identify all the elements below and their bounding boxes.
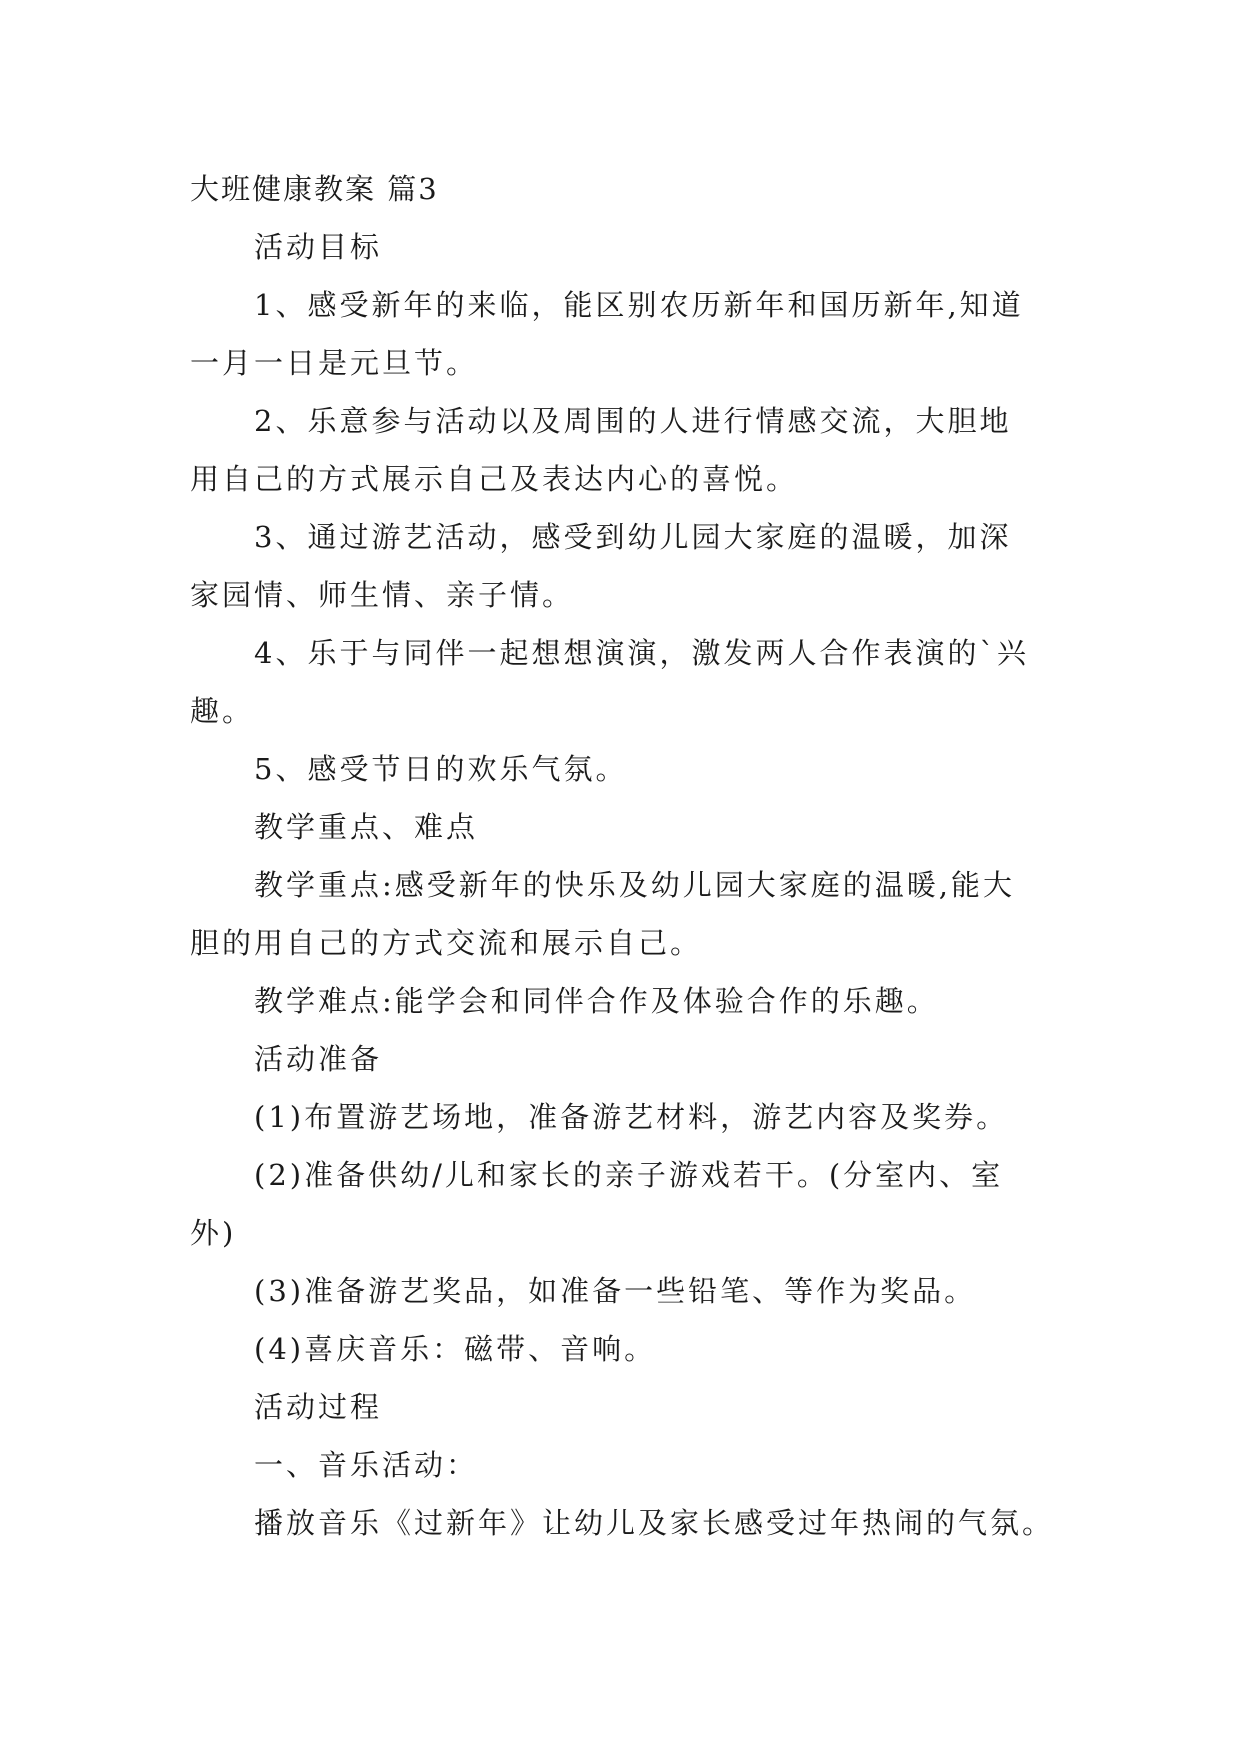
prep-2-line-2: 外) — [190, 1216, 237, 1250]
prep-3: (3)准备游艺奖品，如准备一些铅笔、等作为奖品。 — [254, 1274, 977, 1308]
goal-3-line-2: 家园情、师生情、亲子情。 — [190, 578, 575, 612]
goal-2-line-1: 2、乐意参与活动以及周围的人进行情感交流，大胆地 — [254, 404, 1012, 438]
prep-2-line-1: (2)准备供幼/儿和家长的亲子游戏若干。(分室内、室 — [254, 1158, 1004, 1192]
difficulty-point: 教学难点:能学会和同伴合作及体验合作的乐趣。 — [254, 984, 939, 1018]
process-step-1-text: 播放音乐《过新年》让幼儿及家长感受过年热闹的气氛。 — [254, 1506, 1055, 1540]
document-body — [190, 160, 1055, 1552]
heading-activity-preparation: 活动准备 — [254, 1042, 383, 1076]
key-point-line-1: 教学重点:感受新年的快乐及幼儿园大家庭的温暖,能大 — [254, 868, 1015, 902]
prep-1: (1)布置游艺场地，准备游艺材料，游艺内容及奖券。 — [254, 1100, 1009, 1134]
goal-3-line-1: 3、通过游艺活动，感受到幼儿园大家庭的温暖，加深 — [254, 520, 1012, 554]
heading-activity-goals: 活动目标 — [254, 230, 383, 264]
key-point-line-2: 胆的用自己的方式交流和展示自己。 — [190, 926, 703, 960]
goal-4-line-1: 4、乐于与同伴一起想想演演，激发两人合作表演的`兴 — [254, 636, 1029, 670]
goal-2-line-2: 用自己的方式展示自己及表达内心的喜悦。 — [190, 462, 799, 496]
goal-1-line-2: 一月一日是元旦节。 — [190, 346, 479, 380]
process-step-1-heading: 一、音乐活动： — [254, 1448, 479, 1482]
goal-5: 5、感受节日的欢乐气氛。 — [254, 752, 628, 786]
document-title: 大班健康教案 篇3 — [190, 172, 439, 206]
heading-key-points: 教学重点、难点 — [254, 810, 479, 844]
heading-activity-process: 活动过程 — [254, 1390, 383, 1424]
goal-1-line-1: 1、感受新年的来临，能区别农历新年和国历新年,知道 — [254, 288, 1024, 322]
prep-4: (4)喜庆音乐：磁带、音响。 — [254, 1332, 657, 1366]
goal-4-line-2: 趣。 — [190, 694, 255, 728]
